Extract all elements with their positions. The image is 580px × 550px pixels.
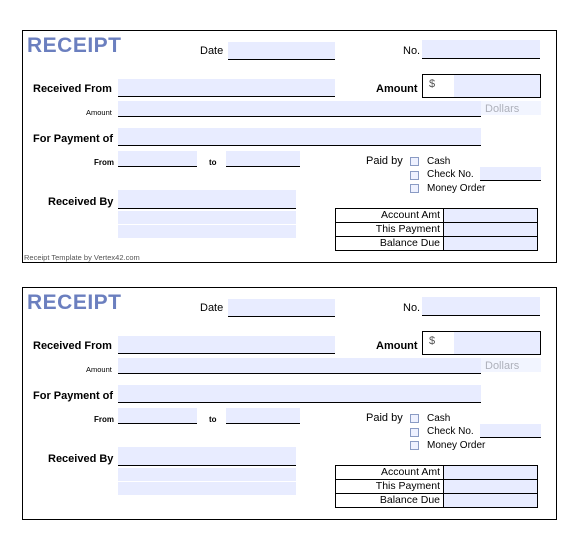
amount-label: Amount <box>376 340 418 352</box>
check-no-checkbox[interactable] <box>410 171 419 180</box>
summary-row-account-amt <box>336 466 538 480</box>
amount-words-field[interactable] <box>118 358 481 374</box>
receipt-title: RECEIPT <box>27 34 122 57</box>
for-payment-label: For Payment of <box>33 133 114 145</box>
balance-due-label: Balance Due <box>336 494 444 508</box>
cash-checkbox[interactable] <box>410 157 419 166</box>
cash-option-label: Cash <box>427 156 451 167</box>
to-label: to <box>209 415 217 424</box>
received-by-field[interactable] <box>118 190 296 209</box>
receipt-2 <box>22 287 557 520</box>
check-no-field[interactable] <box>480 167 541 181</box>
currency-symbol: $ <box>429 78 436 90</box>
amount-label: Amount <box>376 83 418 95</box>
received-by-line-2[interactable] <box>118 468 296 481</box>
amount-words-label: Amount <box>86 108 112 117</box>
balance-due-field[interactable] <box>444 237 538 251</box>
for-payment-field[interactable] <box>118 385 481 403</box>
check-no-option-label: Check No. <box>427 169 474 180</box>
check-no-option-label: Check No. <box>427 426 474 437</box>
dollars-shade <box>481 358 541 372</box>
check-no-checkbox[interactable] <box>410 428 419 437</box>
to-label: to <box>209 158 217 167</box>
date-label: Date <box>200 45 224 57</box>
received-by-line-3[interactable] <box>118 225 296 238</box>
dollars-shade <box>481 101 541 115</box>
receipt-no-field[interactable] <box>422 297 540 316</box>
balance-summary-table <box>335 208 538 251</box>
receipt-no-field[interactable] <box>422 40 540 59</box>
amount-field[interactable] <box>454 75 540 97</box>
money-order-checkbox[interactable] <box>410 184 419 193</box>
this-payment-field[interactable] <box>444 223 538 237</box>
date-label: Date <box>200 302 224 314</box>
received-from-field[interactable] <box>118 79 335 97</box>
summary-row-balance-due <box>336 494 538 508</box>
from-field[interactable] <box>118 408 197 424</box>
received-by-label: Received By <box>48 453 114 465</box>
received-from-label: Received From <box>33 83 112 95</box>
account-amt-label: Account Amt <box>336 466 444 480</box>
template-credit: Receipt Template by Vertex42.com <box>24 253 140 262</box>
for-payment-label: For Payment of <box>33 390 114 402</box>
summary-row-balance-due <box>336 237 538 251</box>
receipt-no-label: No. <box>403 45 421 57</box>
receipt-1 <box>22 30 557 263</box>
account-amt-label: Account Amt <box>336 209 444 223</box>
from-field[interactable] <box>118 151 197 167</box>
amount-words-field[interactable] <box>118 101 481 117</box>
amount-words-label: Amount <box>86 365 112 374</box>
received-by-field[interactable] <box>118 447 296 466</box>
money-order-option-label: Money Order <box>427 440 486 451</box>
from-label: From <box>94 415 114 424</box>
received-from-field[interactable] <box>118 336 335 354</box>
money-order-checkbox[interactable] <box>410 441 419 450</box>
to-field[interactable] <box>226 151 300 167</box>
check-no-field[interactable] <box>480 424 541 438</box>
amount-box[interactable] <box>422 74 541 98</box>
receipt-no-label: No. <box>403 302 421 314</box>
money-order-option-label: Money Order <box>427 183 486 194</box>
received-by-label: Received By <box>48 196 114 208</box>
date-field[interactable] <box>228 299 335 317</box>
this-payment-field[interactable] <box>444 480 538 494</box>
received-by-line-2[interactable] <box>118 211 296 224</box>
summary-row-this-payment <box>336 223 538 237</box>
summary-row-this-payment <box>336 480 538 494</box>
cash-option-label: Cash <box>427 413 451 424</box>
date-field[interactable] <box>228 42 335 60</box>
amount-box[interactable] <box>422 331 541 355</box>
this-payment-label: This Payment <box>336 480 444 494</box>
paid-by-label: Paid by <box>366 412 403 424</box>
summary-row-account-amt <box>336 209 538 223</box>
currency-symbol: $ <box>429 335 436 347</box>
account-amt-field[interactable] <box>444 209 538 223</box>
to-field[interactable] <box>226 408 300 424</box>
balance-due-label: Balance Due <box>336 237 444 251</box>
paid-by-label: Paid by <box>366 155 403 167</box>
from-label: From <box>94 158 114 167</box>
cash-checkbox[interactable] <box>410 414 419 423</box>
received-from-label: Received From <box>33 340 112 352</box>
account-amt-field[interactable] <box>444 466 538 480</box>
this-payment-label: This Payment <box>336 223 444 237</box>
for-payment-field[interactable] <box>118 128 481 146</box>
receipt-title: RECEIPT <box>27 291 122 314</box>
amount-field[interactable] <box>454 332 540 354</box>
balance-summary-table <box>335 465 538 508</box>
received-by-line-3[interactable] <box>118 482 296 495</box>
balance-due-field[interactable] <box>444 494 538 508</box>
